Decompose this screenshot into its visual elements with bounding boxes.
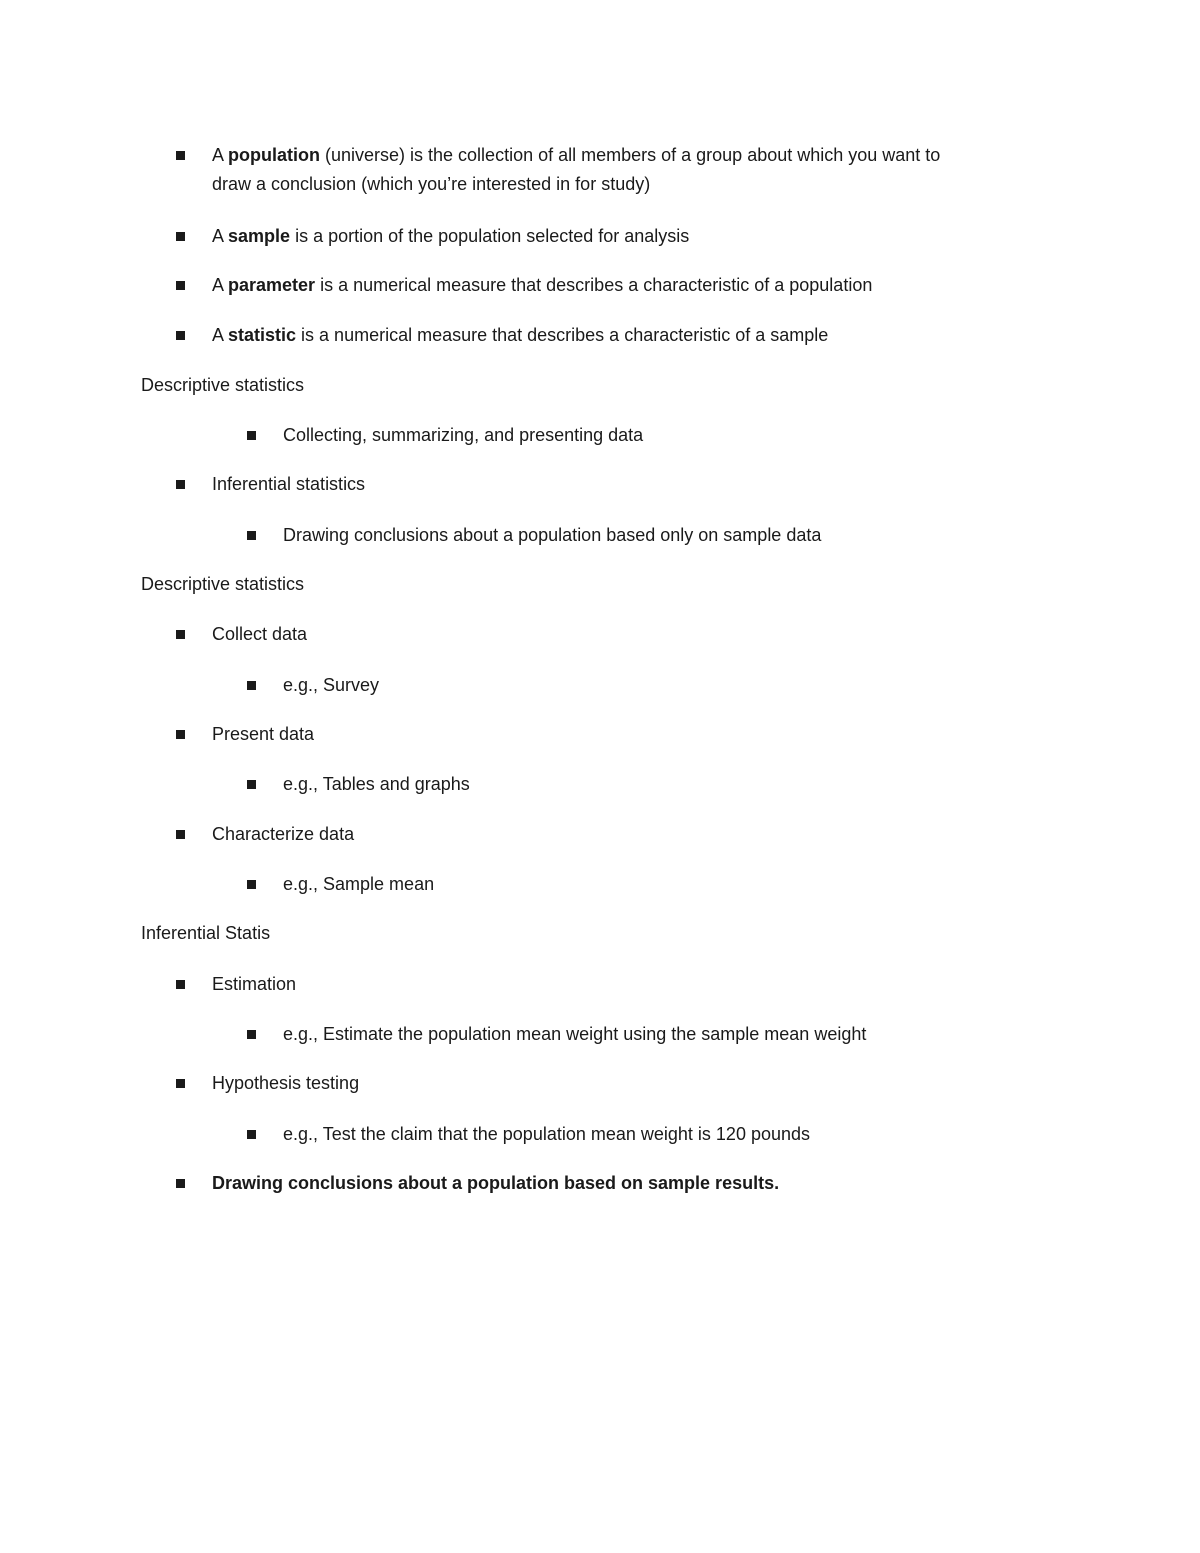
square-bullet-icon: [176, 281, 185, 290]
term-sample: sample: [228, 226, 291, 246]
list-item: Collecting, summarizing, and presenting data: [247, 421, 643, 450]
section-heading: Descriptive statistics: [141, 574, 305, 594]
square-bullet-icon: [247, 531, 256, 540]
section-heading: Inferential Statis: [141, 923, 271, 943]
list-item: e.g., Tables and graphs: [247, 770, 470, 799]
square-bullet-icon: [176, 1079, 185, 1088]
list-item: e.g., Survey: [247, 671, 379, 700]
list-item: Collect data: [176, 620, 307, 649]
list-item-bold: Drawing conclusions about a population based on sample results.: [176, 1169, 779, 1198]
square-bullet-icon: [176, 1179, 185, 1188]
term-population: population: [228, 145, 320, 165]
square-bullet-icon: [176, 630, 185, 639]
list-item: e.g., Test the claim that the population mean weight is 120 pounds: [247, 1120, 810, 1149]
square-bullet-icon: [247, 780, 256, 789]
definition-population: [176, 141, 940, 199]
list-item: Characterize data: [176, 820, 354, 849]
square-bullet-icon: [176, 232, 185, 241]
list-item: Drawing conclusions about a population based only on sample data: [247, 521, 821, 550]
list-item: Estimation: [176, 970, 296, 999]
list-item: Present data: [176, 720, 314, 749]
square-bullet-icon: [176, 730, 185, 739]
square-bullet-icon: [176, 830, 185, 839]
square-bullet-icon: [176, 151, 185, 160]
definition-text-continued: draw a conclusion (which you’re interested in for study): [212, 174, 651, 194]
definition-sample: [176, 222, 689, 251]
definition-statistic: [176, 321, 828, 350]
square-bullet-icon: [247, 880, 256, 889]
list-item: Hypothesis testing: [176, 1069, 359, 1098]
section-heading: Descriptive statistics: [141, 375, 305, 395]
definition-parameter: [176, 271, 872, 300]
term-parameter: parameter: [228, 275, 316, 295]
square-bullet-icon: [247, 1030, 256, 1039]
square-bullet-icon: [176, 980, 185, 989]
definition-text: A population (universe) is the collection of all members of a group about which you want to: [212, 145, 941, 165]
list-item: e.g., Estimate the population mean weight using the sample mean weight: [247, 1020, 866, 1049]
square-bullet-icon: [176, 480, 185, 489]
term-statistic: statistic: [228, 325, 297, 345]
square-bullet-icon: [176, 331, 185, 340]
definition-text: A sample is a portion of the population selected for analysis: [212, 226, 690, 246]
definition-text: A statistic is a numerical measure that describes a characteristic of a sample: [212, 325, 829, 345]
list-item: e.g., Sample mean: [247, 870, 434, 899]
definition-text: A parameter is a numerical measure that describes a characteristic of a population: [212, 275, 873, 295]
square-bullet-icon: [247, 681, 256, 690]
square-bullet-icon: [247, 431, 256, 440]
square-bullet-icon: [247, 1130, 256, 1139]
list-item: Inferential statistics: [176, 470, 365, 499]
